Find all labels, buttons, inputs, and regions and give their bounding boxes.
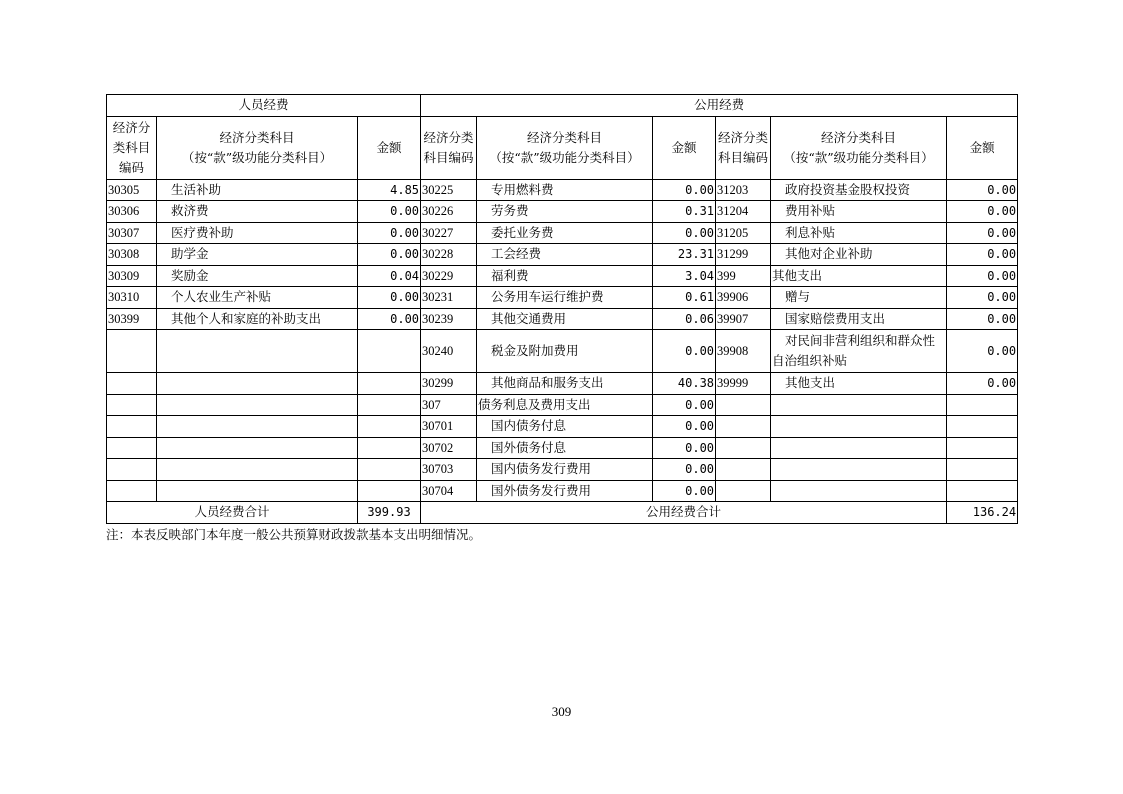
public-code: 30701 bbox=[421, 416, 477, 438]
public-amount-2: 0.00 bbox=[947, 287, 1018, 309]
personnel-amount: 0.00 bbox=[358, 201, 421, 223]
public-name-2: 政府投资基金股权投资 bbox=[771, 179, 947, 201]
page-number: 309 bbox=[551, 704, 572, 719]
public-amount: 0.61 bbox=[653, 287, 716, 309]
public-name-2: 利息补贴 bbox=[771, 222, 947, 244]
public-code-2: 39906 bbox=[716, 287, 771, 309]
public-code: 30240 bbox=[421, 330, 477, 373]
public-name: 委托业务费 bbox=[477, 222, 653, 244]
public-amount: 0.00 bbox=[653, 480, 716, 502]
public-name-2: 其他支出 bbox=[771, 373, 947, 395]
personnel-code: 30306 bbox=[107, 201, 157, 223]
table-row bbox=[107, 179, 1018, 201]
public-name-2: 赠与 bbox=[771, 287, 947, 309]
public-name: 专用燃料费 bbox=[477, 179, 653, 201]
subject-column-header: 经济分类科目 （按“款”级功能分类科目） bbox=[157, 116, 358, 179]
public-name-2 bbox=[771, 416, 947, 438]
basic-expenditure-table bbox=[106, 94, 1018, 524]
personnel-code bbox=[107, 394, 157, 416]
personnel-name: 助学金 bbox=[157, 244, 358, 266]
public-name-2 bbox=[771, 394, 947, 416]
public-group-header: 公用经费 bbox=[421, 95, 1018, 117]
table-row bbox=[107, 201, 1018, 223]
public-name: 国外债务发行费用 bbox=[477, 480, 653, 502]
public-code-2: 39908 bbox=[716, 330, 771, 373]
column-header-row bbox=[107, 116, 1018, 179]
public-code-2: 31203 bbox=[716, 179, 771, 201]
personnel-code bbox=[107, 416, 157, 438]
public-amount: 40.38 bbox=[653, 373, 716, 395]
public-name: 劳务费 bbox=[477, 201, 653, 223]
personnel-name bbox=[157, 416, 358, 438]
public-name-2: 费用补贴 bbox=[771, 201, 947, 223]
personnel-code: 30305 bbox=[107, 179, 157, 201]
subject-column-header: 经济分类科目 （按“款”级功能分类科目） bbox=[477, 116, 653, 179]
personnel-code: 30310 bbox=[107, 287, 157, 309]
public-name: 其他交通费用 bbox=[477, 308, 653, 330]
amount-column-header: 金额 bbox=[653, 116, 716, 179]
public-code: 30227 bbox=[421, 222, 477, 244]
public-amount-2 bbox=[947, 480, 1018, 502]
public-amount: 0.00 bbox=[653, 416, 716, 438]
personnel-code: 30399 bbox=[107, 308, 157, 330]
public-code: 30704 bbox=[421, 480, 477, 502]
personnel-amount bbox=[358, 330, 421, 373]
public-amount-2: 0.00 bbox=[947, 373, 1018, 395]
totals-row bbox=[107, 502, 1018, 524]
personnel-name: 生活补助 bbox=[157, 179, 358, 201]
public-amount-2: 0.00 bbox=[947, 330, 1018, 373]
public-code: 307 bbox=[421, 394, 477, 416]
personnel-code: 30308 bbox=[107, 244, 157, 266]
public-code-2 bbox=[716, 437, 771, 459]
public-code: 30702 bbox=[421, 437, 477, 459]
public-amount: 0.00 bbox=[653, 437, 716, 459]
personnel-name: 个人农业生产补贴 bbox=[157, 287, 358, 309]
public-code-2: 31204 bbox=[716, 201, 771, 223]
public-amount: 0.06 bbox=[653, 308, 716, 330]
personnel-code bbox=[107, 480, 157, 502]
public-amount: 0.00 bbox=[653, 394, 716, 416]
personnel-name bbox=[157, 480, 358, 502]
public-name-2 bbox=[771, 437, 947, 459]
personnel-code: 30307 bbox=[107, 222, 157, 244]
public-name-2: 其他支出 bbox=[771, 265, 947, 287]
public-amount: 3.04 bbox=[653, 265, 716, 287]
personnel-amount: 0.00 bbox=[358, 222, 421, 244]
subject-column-header: 经济分类科目 （按“款”级功能分类科目） bbox=[771, 116, 947, 179]
table-row bbox=[107, 373, 1018, 395]
public-name: 其他商品和服务支出 bbox=[477, 373, 653, 395]
public-amount-2 bbox=[947, 437, 1018, 459]
personnel-name: 救济费 bbox=[157, 201, 358, 223]
public-amount-2: 0.00 bbox=[947, 308, 1018, 330]
public-name: 公务用车运行维护费 bbox=[477, 287, 653, 309]
personnel-code bbox=[107, 459, 157, 481]
public-code: 30299 bbox=[421, 373, 477, 395]
public-code-2: 39907 bbox=[716, 308, 771, 330]
public-total-label: 公用经费合计 bbox=[421, 502, 947, 524]
public-code: 30225 bbox=[421, 179, 477, 201]
public-code: 30229 bbox=[421, 265, 477, 287]
personnel-code bbox=[107, 373, 157, 395]
personnel-amount: 4.85 bbox=[358, 179, 421, 201]
code-column-header: 经济分类科目编码 bbox=[716, 116, 771, 179]
personnel-amount: 0.00 bbox=[358, 244, 421, 266]
personnel-amount: 0.00 bbox=[358, 287, 421, 309]
table-row bbox=[107, 394, 1018, 416]
public-code: 30228 bbox=[421, 244, 477, 266]
public-name-2 bbox=[771, 480, 947, 502]
public-amount: 0.00 bbox=[653, 179, 716, 201]
public-name: 债务利息及费用支出 bbox=[477, 394, 653, 416]
table-row bbox=[107, 330, 1018, 373]
personnel-name bbox=[157, 373, 358, 395]
personnel-amount bbox=[358, 394, 421, 416]
table-footnote: 注：本表反映部门本年度一般公共预算财政拨款基本支出明细情况。 bbox=[106, 527, 482, 542]
public-name: 工会经费 bbox=[477, 244, 653, 266]
public-name: 国内债务付息 bbox=[477, 416, 653, 438]
public-name-2 bbox=[771, 459, 947, 481]
table-row bbox=[107, 308, 1018, 330]
table-row bbox=[107, 437, 1018, 459]
public-name: 国外债务付息 bbox=[477, 437, 653, 459]
public-amount-2: 0.00 bbox=[947, 201, 1018, 223]
public-amount: 0.31 bbox=[653, 201, 716, 223]
personnel-amount bbox=[358, 416, 421, 438]
personnel-total-value: 399.93 bbox=[358, 502, 421, 524]
personnel-name: 医疗费补助 bbox=[157, 222, 358, 244]
personnel-amount: 0.04 bbox=[358, 265, 421, 287]
personnel-group-header: 人员经费 bbox=[107, 95, 421, 117]
amount-column-header: 金额 bbox=[947, 116, 1018, 179]
personnel-code bbox=[107, 330, 157, 373]
public-code: 30231 bbox=[421, 287, 477, 309]
table-row bbox=[107, 480, 1018, 502]
public-name: 国内债务发行费用 bbox=[477, 459, 653, 481]
public-code-2 bbox=[716, 480, 771, 502]
table-row bbox=[107, 416, 1018, 438]
personnel-code: 30309 bbox=[107, 265, 157, 287]
personnel-name bbox=[157, 394, 358, 416]
public-amount-2 bbox=[947, 459, 1018, 481]
public-name-2: 对民间非营利组织和群众性自治组织补贴 bbox=[771, 330, 947, 373]
personnel-amount bbox=[358, 437, 421, 459]
table-row bbox=[107, 265, 1018, 287]
public-amount-2: 0.00 bbox=[947, 222, 1018, 244]
code-column-header: 经济分类科目编码 bbox=[421, 116, 477, 179]
personnel-amount bbox=[358, 459, 421, 481]
public-code: 30703 bbox=[421, 459, 477, 481]
table-row bbox=[107, 244, 1018, 266]
public-amount-2 bbox=[947, 394, 1018, 416]
table-row bbox=[107, 459, 1018, 481]
table-row bbox=[107, 287, 1018, 309]
public-code-2: 39999 bbox=[716, 373, 771, 395]
public-name-2: 其他对企业补助 bbox=[771, 244, 947, 266]
personnel-name: 奖励金 bbox=[157, 265, 358, 287]
personnel-total-label: 人员经费合计 bbox=[107, 502, 358, 524]
public-code-2 bbox=[716, 416, 771, 438]
group-header-row bbox=[107, 95, 1018, 117]
public-amount-2: 0.00 bbox=[947, 179, 1018, 201]
public-amount-2 bbox=[947, 416, 1018, 438]
public-code-2: 31299 bbox=[716, 244, 771, 266]
personnel-code bbox=[107, 437, 157, 459]
personnel-name bbox=[157, 330, 358, 373]
public-name: 税金及附加费用 bbox=[477, 330, 653, 373]
public-amount-2: 0.00 bbox=[947, 265, 1018, 287]
public-code: 30226 bbox=[421, 201, 477, 223]
code-column-header: 经济分类科目编码 bbox=[107, 116, 157, 179]
public-code-2 bbox=[716, 459, 771, 481]
personnel-amount bbox=[358, 480, 421, 502]
personnel-amount bbox=[358, 373, 421, 395]
public-name: 福利费 bbox=[477, 265, 653, 287]
personnel-amount: 0.00 bbox=[358, 308, 421, 330]
personnel-name bbox=[157, 437, 358, 459]
personnel-name bbox=[157, 459, 358, 481]
table-row bbox=[107, 222, 1018, 244]
public-code-2: 31205 bbox=[716, 222, 771, 244]
public-amount: 0.00 bbox=[653, 459, 716, 481]
public-amount: 23.31 bbox=[653, 244, 716, 266]
public-name-2: 国家赔偿费用支出 bbox=[771, 308, 947, 330]
amount-column-header: 金额 bbox=[358, 116, 421, 179]
public-amount: 0.00 bbox=[653, 330, 716, 373]
public-code-2 bbox=[716, 394, 771, 416]
personnel-name: 其他个人和家庭的补助支出 bbox=[157, 308, 358, 330]
public-amount-2: 0.00 bbox=[947, 244, 1018, 266]
public-total-value: 136.24 bbox=[947, 502, 1018, 524]
public-code: 30239 bbox=[421, 308, 477, 330]
public-code-2: 399 bbox=[716, 265, 771, 287]
public-amount: 0.00 bbox=[653, 222, 716, 244]
